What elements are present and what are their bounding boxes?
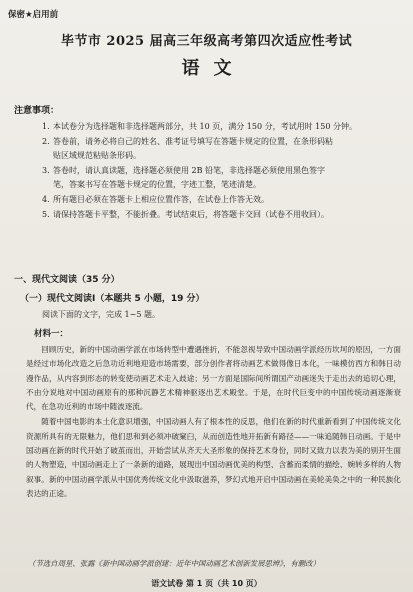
notice-item-text: 请保持答题卡平整，不能折叠。考试结束后，将答题卡交回（试卷不用收回）。 bbox=[53, 209, 329, 219]
subject-title: 语文 bbox=[181, 58, 246, 79]
notice-item-number: 1. bbox=[42, 122, 50, 131]
passage-paragraph: 回顾历史，新的中国动画学派在市场转型中遭遇挫折，不能忽视导致中国动画学派经历坎坷的原因，一方面是经过市场化改造之后急功近利地迎造市场需要，部分创作者将动画艺术做得像日本化，一味模仿西方和韩日动漫作品，从内容到形态的转变使动画艺术走入歧途；另一方面是国际间所谓国产动画迷失于走出去的追切心理，不由分说地对中国动画原有的那种沉静艺术精神驱逐出艺术殿堂。于是，在时代巨变中的中国传统动画逐渐衰代，在急功近利的市场中随波逐流。 bbox=[26, 345, 401, 412]
passage-source: （节选自周星、张露《新中国动画学派创建：近年中国动画艺术创新发展思辨》，有删改） bbox=[28, 559, 320, 568]
exam-title: 毕节市 2025 届高三年级高考第四次适应性考试 bbox=[60, 34, 353, 49]
page-footer: 语文试卷 第 1 页（共 10 页） bbox=[151, 579, 262, 588]
material-label: 材料一： bbox=[34, 329, 69, 339]
reading-instruction: 阅读下面的文字，完成 1~5 题。 bbox=[42, 310, 160, 319]
section-title: 一、现代文阅读（35 分） bbox=[14, 275, 120, 285]
notice-list bbox=[42, 120, 399, 222]
notice-item-number: 5. bbox=[42, 209, 50, 219]
notice-item-number: 2. bbox=[42, 136, 50, 146]
notice-item-continuation: 笔，答案书写在答题卡规定的位置，字迹工整，笔迹清楚。 bbox=[53, 180, 261, 190]
notice-item-number: 3. bbox=[42, 165, 50, 175]
confidential-label: 保密★启用前 bbox=[8, 10, 59, 20]
passage-paragraph: 随着中国电影的本土化意识增强，中国动画人有了根本性的反思，他们在新的时代重新看到了中国传统文化资源所具有的无限魅力，他们思和到必须冲破窠臼，从而创造性地开拓新有路径——一味追随韩日动画。于是中国动画在新的时代开始了破茧而出，开始尝试从齐天大圣形象的保持艺术身份，同时又致力以表为美的别开生面的人物塑造，中国动画走上了一条新的道路，展现出中国动画优美的构型、含蓄而柔情的描绘、婉转多样的人物叙事。新的中国动画学派从中国优秀传统文化中汲取滋养，梦幻式地开启中国动画在美轮美奂之中的一种民族化表达的正途。 bbox=[26, 417, 401, 498]
notice-item bbox=[42, 135, 399, 150]
notice-item-number: 4. bbox=[42, 194, 50, 204]
notice-item-continuation: 贴区域规范粘贴条形码。 bbox=[53, 151, 141, 161]
notice-item-text: 答卷前，请务必将自己的姓名、准考证号填写在答题卡规定的位置，在条形码粘 bbox=[53, 136, 333, 146]
notice-title: 注意事项： bbox=[14, 106, 60, 116]
notice-item-text: 答卷时，请认真读题，选择题必须使用 2B 铅笔，非选择题必须使用黑色签字 bbox=[53, 165, 326, 175]
notice-item bbox=[42, 193, 399, 208]
notice-item bbox=[42, 120, 399, 135]
notice-item-text: 本试卷分为选择题和非选择题两部分，共 10 页，满分 150 分，考试用时 150 分钟。 bbox=[53, 122, 357, 131]
notice-item bbox=[42, 164, 399, 179]
reading-passage bbox=[26, 343, 401, 501]
subsection-title: （一）现代文阅读Ⅰ（本题共 5 小题，19 分） bbox=[20, 294, 205, 304]
notice-item bbox=[42, 208, 399, 223]
notice-item-text: 所有题目必须在答题卡上相应位置作答，在试卷上作答无效。 bbox=[53, 194, 269, 204]
